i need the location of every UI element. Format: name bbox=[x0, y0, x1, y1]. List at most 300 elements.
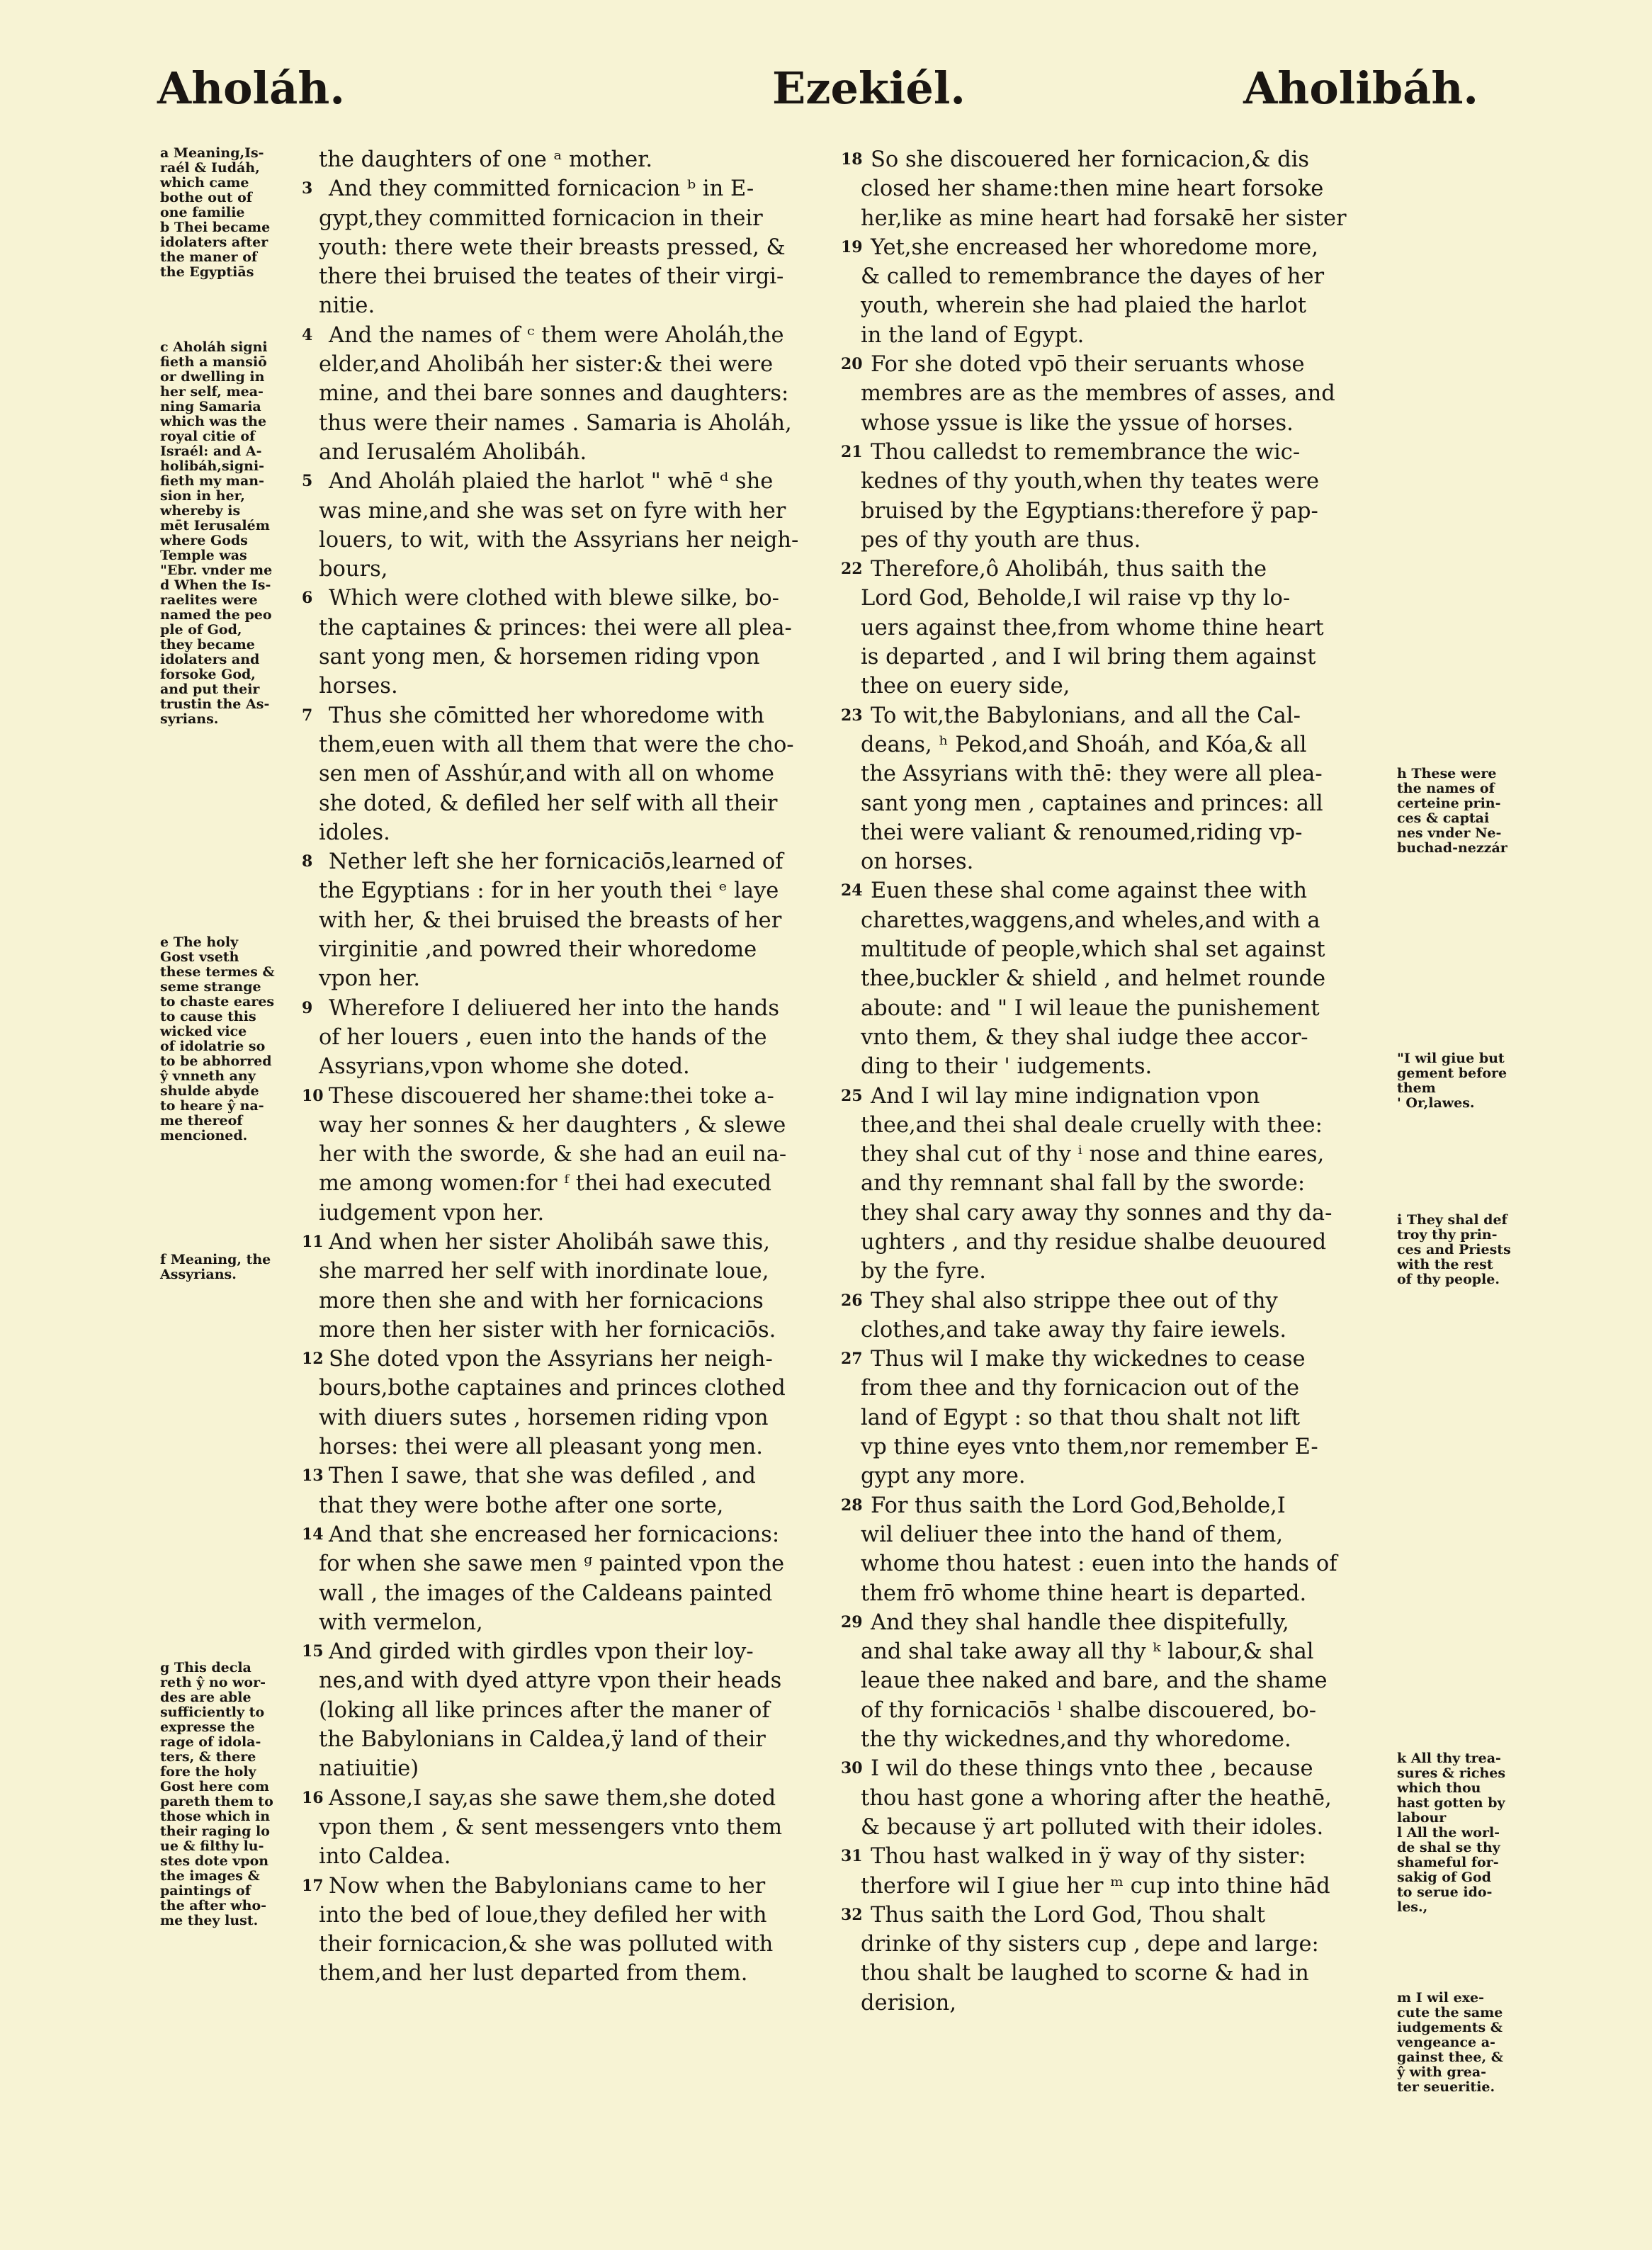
line-text: they shal cut of thy ⁱ nose and thine eares, bbox=[861, 1142, 1325, 1168]
text-line bbox=[319, 379, 857, 408]
line-text: And girded with girdles vpon their loy- bbox=[329, 1639, 754, 1665]
line-text: youth: there wete their breasts pressed, & bbox=[319, 234, 786, 260]
text-line bbox=[841, 1608, 1399, 1637]
line-text: iudgement vpon her. bbox=[319, 1200, 545, 1226]
line-text: more then she and with her fornicacions bbox=[319, 1288, 764, 1313]
verse-number: 10 bbox=[302, 1086, 324, 1105]
verse-number: 32 bbox=[841, 1905, 863, 1924]
text-line bbox=[319, 262, 857, 291]
verse-number: 23 bbox=[841, 706, 863, 725]
text-line bbox=[319, 497, 857, 526]
verse-number: 12 bbox=[302, 1350, 324, 1369]
margin-note-f: f Meaning, the Assyrians. bbox=[160, 1252, 271, 1282]
text-line bbox=[319, 614, 857, 643]
text-line bbox=[319, 906, 857, 935]
text-line bbox=[319, 233, 857, 262]
text-line bbox=[861, 1872, 1399, 1901]
line-text: thee,buckler & shield , and helmet rounde bbox=[861, 966, 1326, 992]
text-line bbox=[319, 1579, 857, 1608]
text-line bbox=[319, 526, 857, 555]
line-text: them,and her lust departed from them. bbox=[319, 1961, 748, 1986]
line-text: aboute: and " I wil leaue the punishement bbox=[861, 995, 1320, 1021]
text-line bbox=[302, 1872, 857, 1901]
line-text: thus were their names . Samaria is Aholáh, bbox=[319, 410, 792, 436]
line-text: mine, and thei bare sonnes and daughters: bbox=[319, 381, 789, 407]
verse-number: 25 bbox=[841, 1086, 863, 1105]
margin-note-a-b: a Meaning,Is- raél & Iudáh, which came bothe out of one familie b Thei became idolaters after the maner of the Egyptiās bbox=[160, 145, 271, 280]
text-line bbox=[319, 291, 857, 320]
line-text: youth, wherein she had plaied the harlot bbox=[861, 293, 1307, 319]
verse-number: 9 bbox=[302, 998, 313, 1017]
text-line bbox=[861, 1959, 1399, 1988]
text-line bbox=[319, 1432, 857, 1462]
line-text: her with the sworde, & she had an euil na- bbox=[319, 1142, 787, 1168]
line-text: and shal take away all thy ᵏ labour,& shal bbox=[861, 1639, 1314, 1665]
text-line bbox=[302, 467, 857, 496]
line-text: uers against thee,from whome thine heart bbox=[861, 615, 1324, 640]
line-text: Which were clothed with blewe silke, bo- bbox=[329, 586, 779, 611]
line-text: vnto them, & they shal iudge thee accor- bbox=[861, 1024, 1308, 1050]
line-text: nes,and with dyed attyre vpon their heads bbox=[319, 1668, 782, 1694]
line-text: Euen these shal come against thee with bbox=[871, 878, 1308, 904]
text-line bbox=[861, 379, 1399, 408]
text-line bbox=[861, 1403, 1399, 1432]
margin-note-i: i They shal def troy thy prin- ces and Priests with the rest of thy people. bbox=[1397, 1212, 1511, 1287]
line-text: Thus she cōmitted her whoredome with bbox=[329, 703, 764, 728]
line-text: clothes,and take away thy faire iewels. bbox=[861, 1317, 1287, 1342]
text-line bbox=[319, 672, 857, 701]
text-line bbox=[302, 1082, 857, 1111]
line-text: horses. bbox=[319, 674, 398, 699]
text-line bbox=[861, 1169, 1399, 1198]
header-left-title: Aholáh. bbox=[157, 62, 345, 114]
text-line bbox=[861, 1813, 1399, 1842]
line-text: drinke of thy sisters cup , depe and large: bbox=[861, 1932, 1319, 1957]
text-line bbox=[861, 174, 1399, 203]
text-line bbox=[319, 818, 857, 847]
line-text: their fornicacion,& she was polluted with bbox=[319, 1932, 774, 1957]
text-line bbox=[861, 614, 1399, 643]
text-line bbox=[319, 789, 857, 818]
line-text: them frō whome thine heart is departed. bbox=[861, 1581, 1307, 1606]
line-text: ding to their ' iudgements. bbox=[861, 1054, 1153, 1080]
text-line bbox=[841, 1287, 1399, 1316]
text-line bbox=[319, 730, 857, 759]
line-text: To wit,the Babylonians, and all the Cal- bbox=[871, 703, 1301, 728]
text-line bbox=[861, 584, 1399, 613]
text-line bbox=[861, 1579, 1399, 1608]
line-text: For thus saith the Lord God,Beholde,I bbox=[871, 1493, 1286, 1518]
line-text: land of Egypt : so that thou shalt not lift bbox=[861, 1405, 1301, 1430]
text-line bbox=[861, 1052, 1399, 1081]
text-line bbox=[841, 1901, 1399, 1930]
text-line bbox=[319, 555, 857, 584]
header-right-title: Aholibáh. bbox=[1243, 62, 1478, 114]
line-text: Lord God, Beholde,I wil raise vp thy lo- bbox=[861, 586, 1291, 611]
line-text: multitude of people,which shal set against bbox=[861, 937, 1325, 963]
text-line bbox=[319, 1052, 857, 1081]
text-line bbox=[319, 204, 857, 233]
line-text: bours, bbox=[319, 557, 388, 582]
text-line bbox=[861, 818, 1399, 847]
line-text: that they were bothe after one sorte, bbox=[319, 1493, 724, 1518]
line-text: them,euen with all them that were the cho- bbox=[319, 732, 794, 757]
line-text: Now when the Babylonians came to her bbox=[329, 1873, 766, 1899]
text-line bbox=[861, 1316, 1399, 1345]
text-line bbox=[319, 1725, 857, 1754]
text-line bbox=[861, 935, 1399, 964]
text-line bbox=[319, 1930, 857, 1959]
line-text: by the fyre. bbox=[861, 1259, 986, 1284]
text-line bbox=[841, 438, 1399, 467]
verse-number: 4 bbox=[302, 325, 313, 344]
text-line bbox=[319, 1696, 857, 1725]
line-text: They shal also strippe thee out of thy bbox=[871, 1288, 1278, 1313]
line-text: thou shalt be laughed to scorne & had in bbox=[861, 1961, 1309, 1986]
text-line bbox=[302, 994, 857, 1023]
line-text: leaue thee naked and bare, and the shame bbox=[861, 1668, 1328, 1694]
text-line bbox=[319, 1959, 857, 1988]
text-line bbox=[861, 526, 1399, 555]
text-line bbox=[319, 1549, 857, 1578]
text-line bbox=[861, 497, 1399, 526]
text-line bbox=[861, 1696, 1399, 1725]
text-line bbox=[841, 145, 1399, 174]
line-text: vpon her. bbox=[319, 966, 421, 992]
line-text: the Egyptians : for in her youth thei ᵉ laye bbox=[319, 878, 779, 904]
text-line bbox=[841, 555, 1399, 584]
line-text: natiuitie) bbox=[319, 1756, 419, 1782]
line-text: with her, & thei bruised the breasts of her bbox=[319, 908, 782, 933]
text-line bbox=[319, 1813, 857, 1842]
text-line bbox=[861, 643, 1399, 672]
line-text: & because ÿ art polluted with their idoles. bbox=[861, 1814, 1324, 1840]
line-text: Thus saith the Lord God, Thou shalt bbox=[871, 1902, 1266, 1928]
text-line bbox=[319, 1199, 857, 1228]
verse-number: 8 bbox=[302, 852, 313, 871]
text-line bbox=[319, 1608, 857, 1637]
margin-note-e: e The holy Gost vseth these termes & seme strange to chaste eares to cause this wicked vice of idolatrie so to be abhorred ŷ vnneth any shulde abyde to heare ŷ na- me thereof mencioned. bbox=[160, 934, 275, 1143]
text-line bbox=[861, 964, 1399, 993]
text-line bbox=[861, 204, 1399, 233]
line-text: Assyrians,vpon whome she doted. bbox=[319, 1054, 690, 1080]
verse-number: 15 bbox=[302, 1642, 324, 1661]
line-text: Thou calledst to remembrance the wic- bbox=[871, 439, 1301, 465]
text-line bbox=[319, 1316, 857, 1345]
line-text: vp thine eyes vnto them,nor remember E- bbox=[861, 1435, 1318, 1460]
line-text: therfore wil I giue her ᵐ cup into thine hād bbox=[861, 1873, 1330, 1899]
line-text: with vermelon, bbox=[319, 1610, 483, 1635]
verse-number: 27 bbox=[841, 1350, 863, 1369]
line-text: more then her sister with her fornicaciōs. bbox=[319, 1317, 776, 1342]
line-text: with diuers sutes , horsemen riding vpon bbox=[319, 1405, 769, 1430]
line-text: She doted vpon the Assyrians her neigh- bbox=[329, 1347, 773, 1372]
margin-note-m: m I wil exe- cute the same iudgements & vengeance a- gainst thee, & ŷ with grea- ter seueritie. bbox=[1397, 1990, 1503, 2095]
line-text: horses: thei were all pleasant yong men. bbox=[319, 1435, 763, 1460]
text-line bbox=[319, 1257, 857, 1286]
line-text: and thy remnant shal fall by the sworde: bbox=[861, 1171, 1306, 1197]
line-text: vpon them , & sent messengers vnto them bbox=[319, 1814, 783, 1840]
line-text: whome thou hatest : euen into the hands of bbox=[861, 1551, 1337, 1577]
text-line bbox=[319, 350, 857, 379]
line-text: Assone,I say,as she sawe them,she doted bbox=[329, 1785, 776, 1811]
text-line bbox=[319, 438, 857, 467]
line-text: And they committed fornicacion ᵇ in E- bbox=[329, 176, 754, 202]
line-text: deans, ʰ Pekod,and Shoáh, and Kóa,& all bbox=[861, 732, 1307, 757]
line-text: they shal cary away thy sonnes and thy da- bbox=[861, 1200, 1333, 1226]
line-text: thei were valiant & renoumed,riding vp- bbox=[861, 820, 1303, 845]
line-text: bruised by the Egyptians:therefore ÿ pap- bbox=[861, 498, 1318, 524]
line-text: Yet,she encreased her whoredome more, bbox=[871, 234, 1318, 260]
text-line bbox=[861, 1637, 1399, 1666]
line-text: Thus wil I make thy wickednes to cease bbox=[871, 1347, 1306, 1372]
text-line bbox=[861, 789, 1399, 818]
text-line bbox=[302, 321, 857, 350]
line-text: These discouered her shame:thei toke a- bbox=[329, 1083, 774, 1109]
line-text: sen men of Asshúr,and with all on whome bbox=[319, 762, 774, 787]
verse-number: 29 bbox=[841, 1612, 863, 1632]
line-text: And the names of ᶜ them were Aholáh,the bbox=[329, 322, 784, 348]
text-line bbox=[319, 145, 857, 174]
line-text: derision, bbox=[861, 1990, 957, 2016]
line-text: louers, to wit, with the Assyrians her neigh- bbox=[319, 527, 799, 553]
line-text: And when her sister Aholibáh sawe this, bbox=[329, 1229, 770, 1255]
text-line bbox=[861, 1199, 1399, 1228]
text-line bbox=[861, 672, 1399, 701]
text-line bbox=[861, 1462, 1399, 1491]
line-text: I wil do these things vnto thee , because bbox=[871, 1756, 1313, 1782]
line-text: she doted, & defiled her self with all their bbox=[319, 791, 778, 816]
line-text: on horses. bbox=[861, 849, 974, 875]
line-text: membres are as the membres of asses, and bbox=[861, 381, 1335, 407]
verse-number: 17 bbox=[302, 1876, 324, 1895]
line-text: nitie. bbox=[319, 293, 375, 319]
text-line bbox=[861, 321, 1399, 350]
verse-number: 22 bbox=[841, 560, 863, 579]
text-line bbox=[861, 847, 1399, 876]
line-text: bours,bothe captaines and princes clothed bbox=[319, 1376, 786, 1401]
line-text: And that she encreased her fornicacions: bbox=[329, 1522, 780, 1547]
line-text: sant yong men, & horsemen riding vpon bbox=[319, 645, 760, 670]
line-text: Thou hast walked in ÿ way of thy sister: bbox=[871, 1844, 1306, 1870]
line-text: there thei bruised the teates of their virgi- bbox=[319, 264, 784, 290]
verse-number: 21 bbox=[841, 442, 863, 461]
margin-note-c-d: c Aholáh signi fieth a mansiō or dwelling in her self, mea- ning Samaria which was the royal citie of Israél: and A- holibáh,signi- fieth my man- sion in her, whereby is mēt Ierusalém where Gods Temple was "Ebr. vnder me d When the Is- raelites were named the peo ple of God, they became idolaters and forsoke God, and put their trustin the As- syrians. bbox=[160, 339, 273, 727]
line-text: Nether left she her fornicaciōs,learned of bbox=[329, 849, 783, 875]
text-line bbox=[319, 935, 857, 964]
text-line bbox=[302, 1784, 857, 1813]
line-text: And Aholáh plaied the harlot " whē ᵈ she bbox=[329, 469, 774, 494]
text-line bbox=[861, 1549, 1399, 1578]
line-text: elder,and Aholibáh her sister:& thei were bbox=[319, 352, 774, 378]
text-line bbox=[861, 1140, 1399, 1169]
left-text-column bbox=[302, 145, 857, 1989]
verse-number: 5 bbox=[302, 472, 313, 491]
line-text: the captaines & princes: thei were all plea- bbox=[319, 615, 792, 640]
verse-number: 3 bbox=[302, 179, 313, 198]
line-text: closed her shame:then mine heart forsoke bbox=[861, 176, 1324, 202]
verse-number: 11 bbox=[302, 1232, 324, 1251]
line-text: from thee and thy fornicacion out of the bbox=[861, 1376, 1300, 1401]
text-line bbox=[319, 1901, 857, 1930]
margin-note-h: h These were the names of certeine prin- ces & captai nes vnder Ne- buchad-nezzár bbox=[1397, 766, 1507, 856]
line-text: me among women:for ᶠ thei had executed bbox=[319, 1171, 772, 1197]
text-line bbox=[841, 350, 1399, 379]
text-line bbox=[861, 1228, 1399, 1257]
text-line bbox=[861, 1989, 1399, 2018]
text-line bbox=[861, 262, 1399, 291]
line-text: gypt any more. bbox=[861, 1464, 1026, 1489]
line-text: thou hast gone a whoring after the heathē, bbox=[861, 1785, 1332, 1811]
line-text: wall , the images of the Caldeans painted bbox=[319, 1581, 773, 1606]
text-line bbox=[861, 1432, 1399, 1462]
line-text: charettes,waggens,and wheles,and with a bbox=[861, 908, 1320, 933]
line-text: and Ierusalém Aholibáh. bbox=[319, 439, 587, 465]
line-text: ughters , and thy residue shalbe deuoured bbox=[861, 1229, 1327, 1255]
text-line bbox=[319, 1111, 857, 1140]
line-text: the thy wickednes,and thy whoredome. bbox=[861, 1727, 1291, 1753]
line-text: Therefore,ô Aholibáh, thus saith the bbox=[871, 557, 1267, 582]
line-text: for when she sawe men ᵍ painted vpon the bbox=[319, 1551, 785, 1577]
verse-number: 31 bbox=[841, 1847, 863, 1866]
text-line bbox=[302, 847, 857, 876]
text-line bbox=[319, 1023, 857, 1052]
text-line bbox=[841, 701, 1399, 730]
line-text: her,like as mine heart had forsakē her sister bbox=[861, 205, 1347, 231]
text-line bbox=[319, 409, 857, 438]
line-text: whose yssue is like the yssue of horses. bbox=[861, 410, 1294, 436]
line-text: of her louers , euen into the hands of the bbox=[319, 1024, 767, 1050]
line-text: Wherefore I deliuered her into the hands bbox=[329, 995, 779, 1021]
text-line bbox=[319, 876, 857, 905]
text-line bbox=[302, 1462, 857, 1491]
line-text: into the bed of loue,they defiled her with bbox=[319, 1902, 767, 1928]
running-header bbox=[156, 62, 1507, 140]
text-line bbox=[302, 174, 857, 203]
verse-number: 16 bbox=[302, 1788, 324, 1807]
text-line bbox=[861, 1111, 1399, 1140]
text-line bbox=[861, 467, 1399, 496]
text-line bbox=[861, 1666, 1399, 1695]
text-line bbox=[861, 409, 1399, 438]
line-text: the daughters of one ᵃ mother. bbox=[319, 147, 653, 172]
line-text: in the land of Egypt. bbox=[861, 322, 1085, 348]
line-text: And I wil lay mine indignation vpon bbox=[871, 1083, 1260, 1109]
line-text: pes of thy youth are thus. bbox=[861, 527, 1141, 553]
line-text: into Caldea. bbox=[319, 1844, 451, 1870]
margin-note-judgement: "I wil giue but gement before them ' Or,lawes. bbox=[1397, 1051, 1507, 1111]
text-line bbox=[841, 233, 1399, 262]
text-line bbox=[302, 1520, 857, 1549]
verse-number: 19 bbox=[841, 237, 863, 256]
line-text: way her sonnes & her daughters , & slewe bbox=[319, 1112, 786, 1138]
verse-number: 13 bbox=[302, 1466, 324, 1486]
text-line bbox=[861, 730, 1399, 759]
verse-number: 6 bbox=[302, 589, 313, 608]
margin-note-k-l: k All thy trea- sures & riches which thou hast gotten by labour l All the worl- de shal se thy shameful for- sakig of God to serue ido- les., bbox=[1397, 1751, 1506, 1915]
verse-number: 20 bbox=[841, 355, 863, 374]
text-line bbox=[319, 964, 857, 993]
verse-number: 18 bbox=[841, 150, 863, 169]
line-text: wil deliuer thee into the hand of them, bbox=[861, 1522, 1284, 1547]
line-text: idoles. bbox=[319, 820, 390, 845]
verse-number: 14 bbox=[302, 1525, 324, 1544]
text-line bbox=[861, 1725, 1399, 1754]
text-line bbox=[841, 1082, 1399, 1111]
text-line bbox=[319, 1403, 857, 1432]
header-book-title: Ezekiél. bbox=[772, 62, 966, 114]
text-line bbox=[861, 1374, 1399, 1403]
text-line bbox=[861, 1257, 1399, 1286]
text-line bbox=[861, 1930, 1399, 1959]
verse-number: 30 bbox=[841, 1759, 863, 1778]
text-line bbox=[841, 1842, 1399, 1871]
line-text: Then I sawe, that she was defiled , and bbox=[329, 1464, 756, 1489]
line-text: thee,and thei shal deale cruelly with thee: bbox=[861, 1112, 1323, 1138]
text-line bbox=[841, 1345, 1399, 1374]
verse-number: 26 bbox=[841, 1291, 863, 1310]
line-text: For she doted vpō their seruants whose bbox=[871, 352, 1305, 378]
line-text: (loking all like princes after the maner of bbox=[319, 1697, 770, 1723]
text-line bbox=[861, 1784, 1399, 1813]
text-line bbox=[861, 994, 1399, 1023]
text-line bbox=[861, 906, 1399, 935]
line-text: And they shal handle thee dispitefully, bbox=[871, 1610, 1289, 1635]
line-text: is departed , and I wil bring them against bbox=[861, 645, 1316, 670]
line-text: So she discouered her fornicacion,& dis bbox=[871, 147, 1310, 172]
text-line bbox=[861, 291, 1399, 320]
text-line bbox=[319, 759, 857, 788]
text-line bbox=[319, 643, 857, 672]
text-line bbox=[861, 1023, 1399, 1052]
text-line bbox=[319, 1169, 857, 1198]
right-text-column bbox=[841, 145, 1399, 2018]
line-text: the Babylonians in Caldea,ÿ land of their bbox=[319, 1727, 766, 1753]
line-text: thee on euery side, bbox=[861, 674, 1070, 699]
text-line bbox=[302, 1345, 857, 1374]
line-text: virginitie ,and powred their whoredome bbox=[319, 937, 757, 963]
text-line bbox=[319, 1842, 857, 1871]
line-text: the Assyrians with thē: they were all plea- bbox=[861, 762, 1323, 787]
line-text: & called to remembrance the dayes of her bbox=[861, 264, 1325, 290]
text-line bbox=[302, 1228, 857, 1257]
line-text: was mine,and she was set on fyre with her bbox=[319, 498, 786, 524]
text-line bbox=[302, 584, 857, 613]
text-line bbox=[319, 1754, 857, 1783]
line-text: she marred her self with inordinate loue, bbox=[319, 1259, 769, 1284]
text-line bbox=[319, 1666, 857, 1695]
text-line bbox=[319, 1491, 857, 1520]
text-line bbox=[841, 876, 1399, 905]
text-line bbox=[319, 1374, 857, 1403]
text-line bbox=[861, 1520, 1399, 1549]
text-line bbox=[841, 1491, 1399, 1520]
text-line bbox=[319, 1287, 857, 1316]
line-text: sant yong men , captaines and princes: all bbox=[861, 791, 1323, 816]
margin-note-g: g This decla reth ŷ no wor- des are able sufficiently to expresse the rage of idola- ters, & there fore the holy Gost here com pareth them to those which in their raging lo ue & filthy lu- stes dote vpon the images & paintings of the after who- me they lust. bbox=[160, 1660, 273, 1928]
text-line bbox=[319, 1140, 857, 1169]
line-text: of thy fornicaciōs ˡ shalbe discouered, bo- bbox=[861, 1697, 1317, 1723]
text-line bbox=[302, 1637, 857, 1666]
text-line bbox=[841, 1754, 1399, 1783]
line-text: kednes of thy youth,when thy teates were bbox=[861, 469, 1319, 494]
verse-number: 24 bbox=[841, 881, 863, 900]
verse-number: 28 bbox=[841, 1496, 863, 1515]
verse-number: 7 bbox=[302, 706, 313, 725]
text-line bbox=[861, 759, 1399, 788]
text-line bbox=[302, 701, 857, 730]
line-text: gypt,they committed fornicacion in their bbox=[319, 205, 763, 231]
